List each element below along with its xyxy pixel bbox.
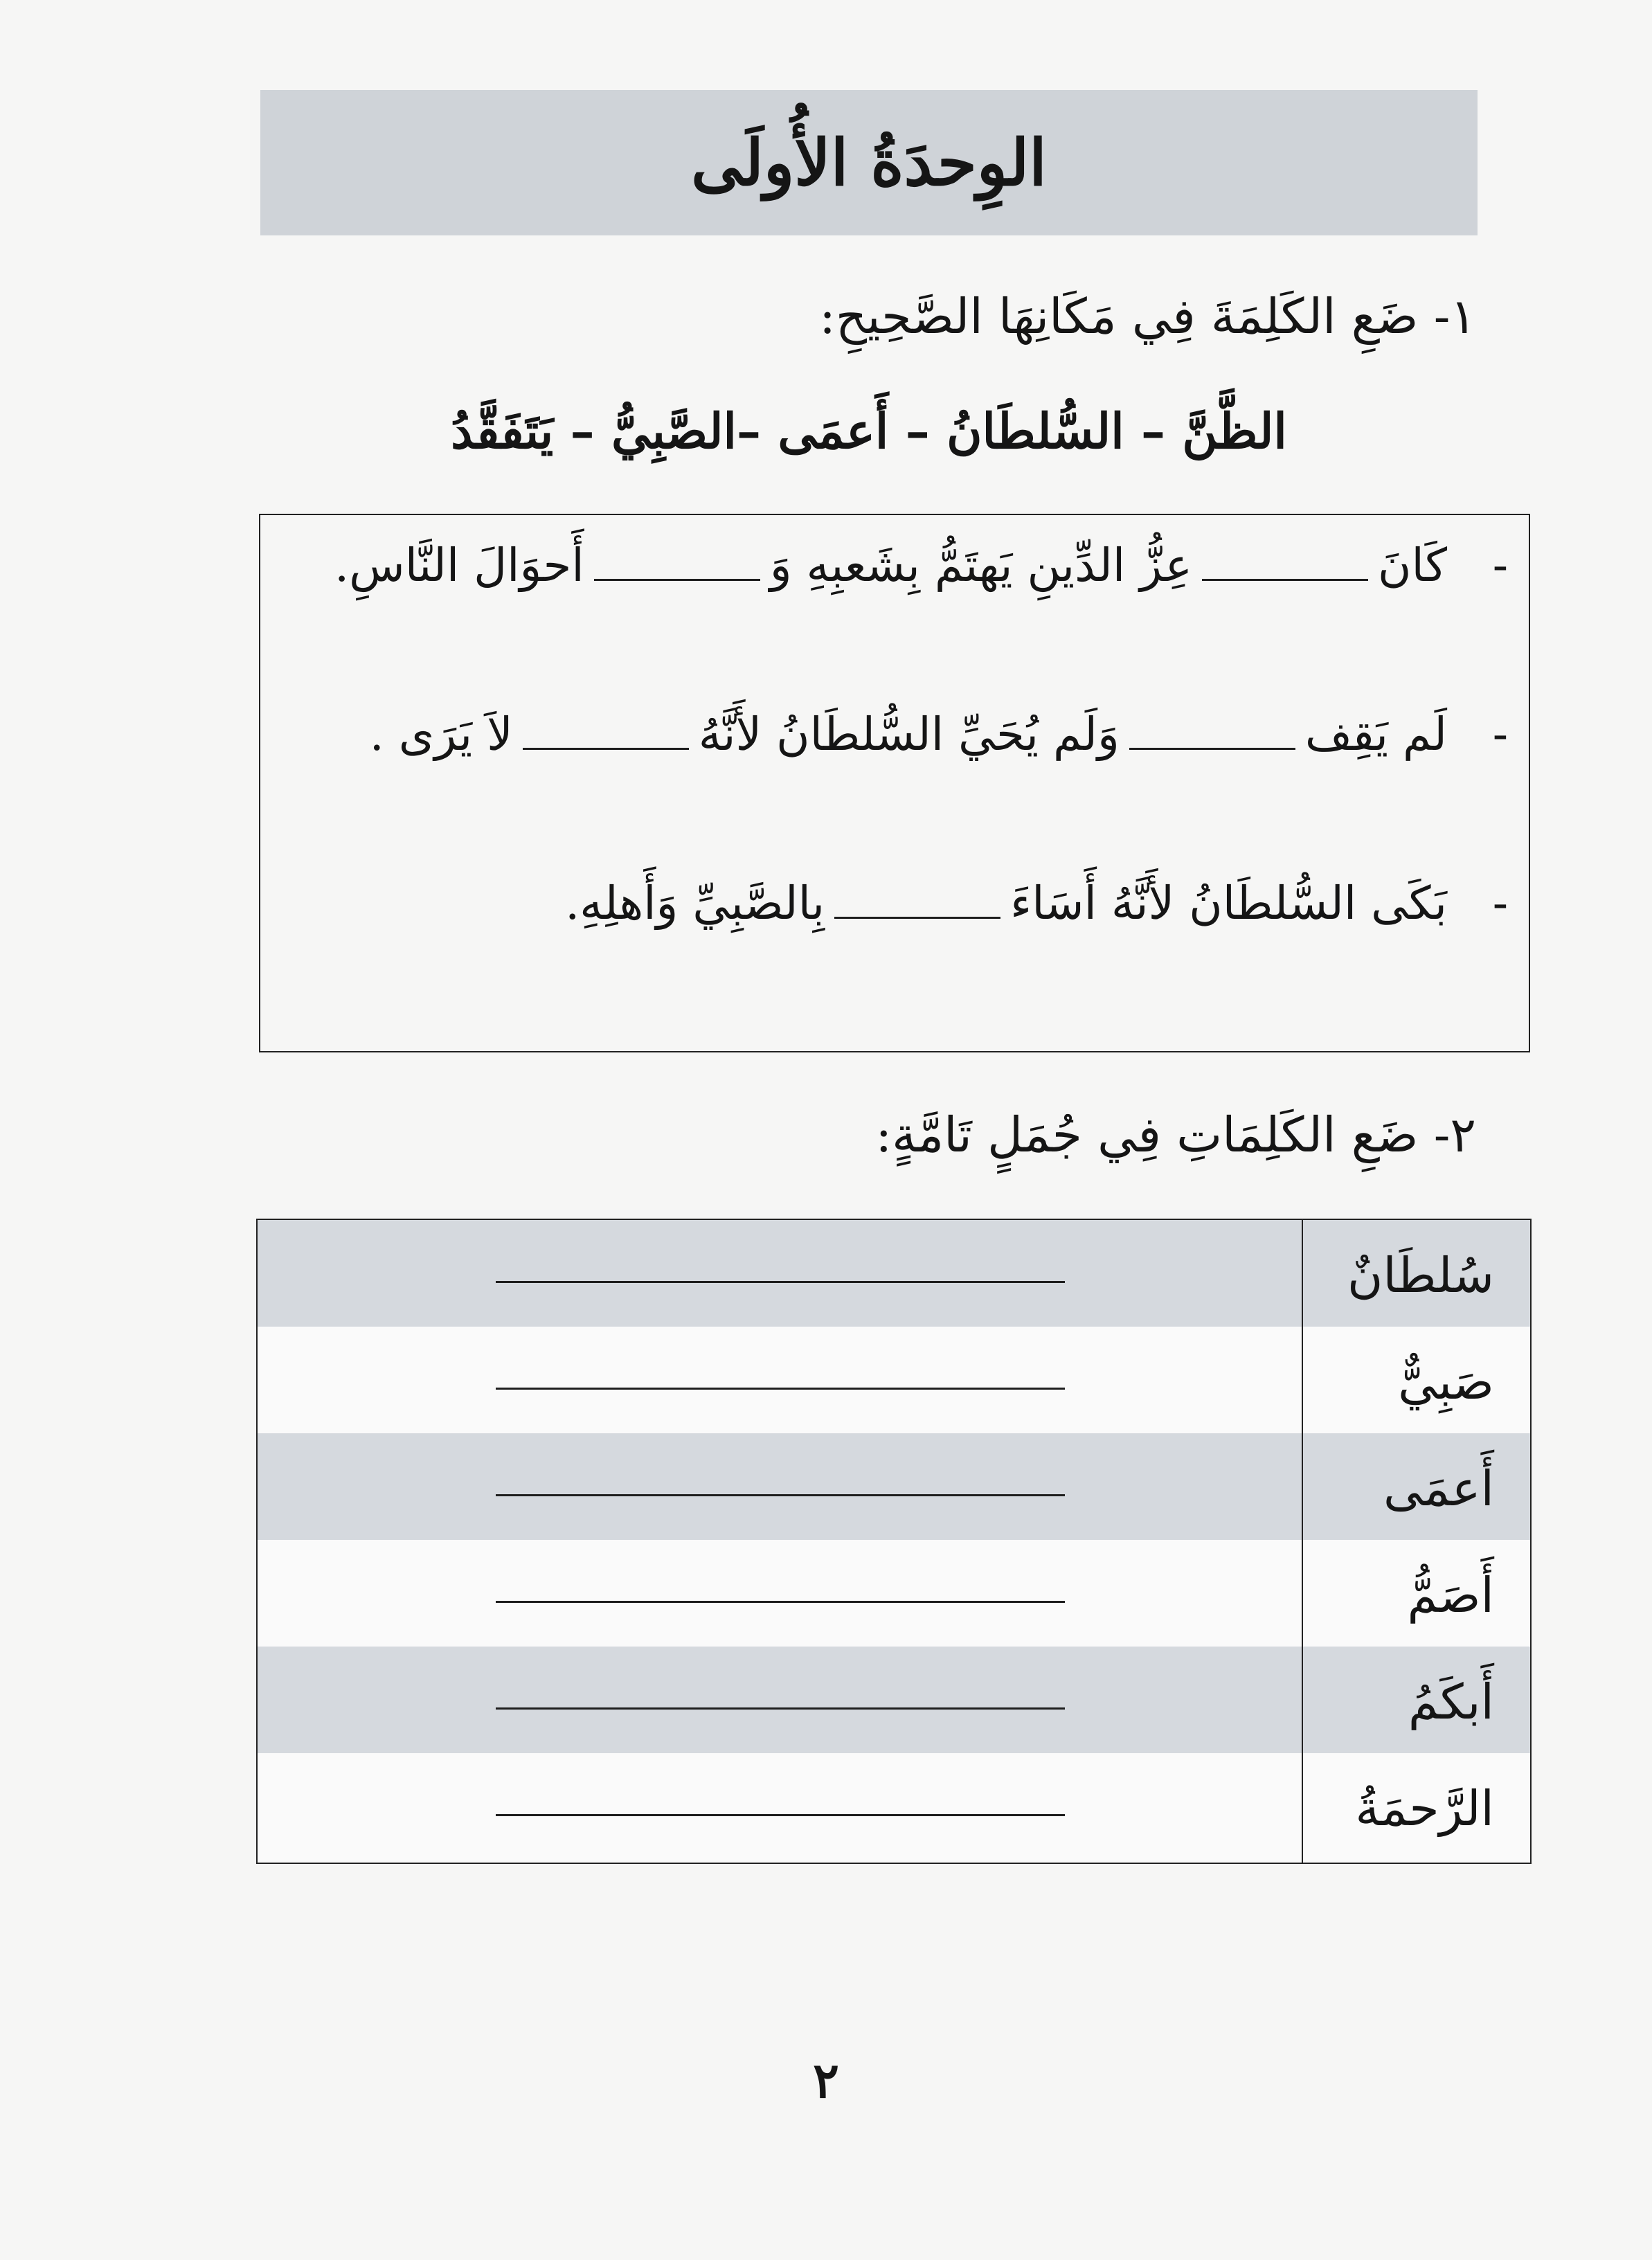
answer-line[interactable] (496, 1814, 1065, 1816)
blank-line[interactable] (1202, 539, 1368, 581)
answer-line[interactable] (496, 1494, 1065, 1496)
answer-line[interactable] (496, 1388, 1065, 1390)
table-row (258, 1220, 1530, 1327)
exercise-1-heading: ١- ضَعِ الكَلِمَةَ فِي مَكَانِهَا الصَّحِيحِ: (819, 288, 1476, 345)
table-row (258, 1433, 1530, 1540)
table-row (258, 1540, 1530, 1647)
sentence-text-part: وَلَم يُحَيِّ السُّلطَانُ لأَنَّهُ (698, 708, 1120, 761)
blank-line[interactable] (1129, 708, 1295, 750)
table-row (258, 1753, 1530, 1863)
vocab-word: أَبكَمُ (1408, 1674, 1494, 1730)
exercise-2-heading: ٢- ضَعِ الكَلِمَاتِ فِي جُمَلٍ تَامَّةٍ: (875, 1106, 1476, 1163)
blank-line[interactable] (594, 539, 760, 581)
answer-line[interactable] (496, 1281, 1065, 1283)
answer-line[interactable] (496, 1601, 1065, 1603)
vocab-word: أَعمَى (1383, 1460, 1494, 1517)
column-divider (1302, 1220, 1303, 1863)
sentence-dash: - (1492, 708, 1508, 761)
sentence-1-text (334, 535, 1447, 597)
vocab-word: أَصَمُّ (1407, 1567, 1494, 1624)
sentence-dash: - (1492, 877, 1508, 930)
sentence-text-part: لَم يَقِف (1304, 708, 1447, 761)
sentence-text-part: لاَ يَرَى . (369, 708, 513, 761)
table-row (258, 1327, 1530, 1433)
sentence-text-part: أَحوَالَ النَّاسِ. (334, 539, 584, 592)
word-bank: الظَّنَّ – السُّلطَانُ – أَعمَى –الصَّبِيُّ – يَتَفَقَّدُ (451, 402, 1287, 460)
sentence-text-part: بَكَى السُّلطَانُ لأَنَّهُ أَسَاءَ (1010, 877, 1447, 930)
table-row (258, 1647, 1530, 1753)
sentence-dash: - (1492, 539, 1508, 592)
blank-line[interactable] (834, 877, 1000, 919)
vocab-word: الرَّحمَةُ (1355, 1780, 1494, 1837)
page-number: ٢ (813, 2052, 839, 2109)
vocab-word: سُلطَانٌ (1347, 1247, 1494, 1304)
answer-line[interactable] (496, 1707, 1065, 1710)
sentence-2-text (370, 703, 1447, 766)
unit-title-band (260, 90, 1478, 235)
sentence-text-part: عِزُّ الدِّينِ يَهتَمُّ بِشَعبِهِ وَ (769, 539, 1192, 592)
sentence-text-part: بِالصَّبِيِّ وَأَهلِهِ. (565, 877, 825, 930)
vocab-word: صَبِيٌّ (1398, 1354, 1494, 1410)
unit-title: الوِحدَةُ الأُولَى (691, 125, 1047, 200)
fill-in-blanks-box (259, 514, 1530, 1052)
blank-line[interactable] (523, 708, 689, 750)
sentence-writing-table (256, 1219, 1532, 1864)
sentence-3-text (565, 872, 1447, 935)
sentence-text-part: كَانَ (1378, 539, 1447, 592)
